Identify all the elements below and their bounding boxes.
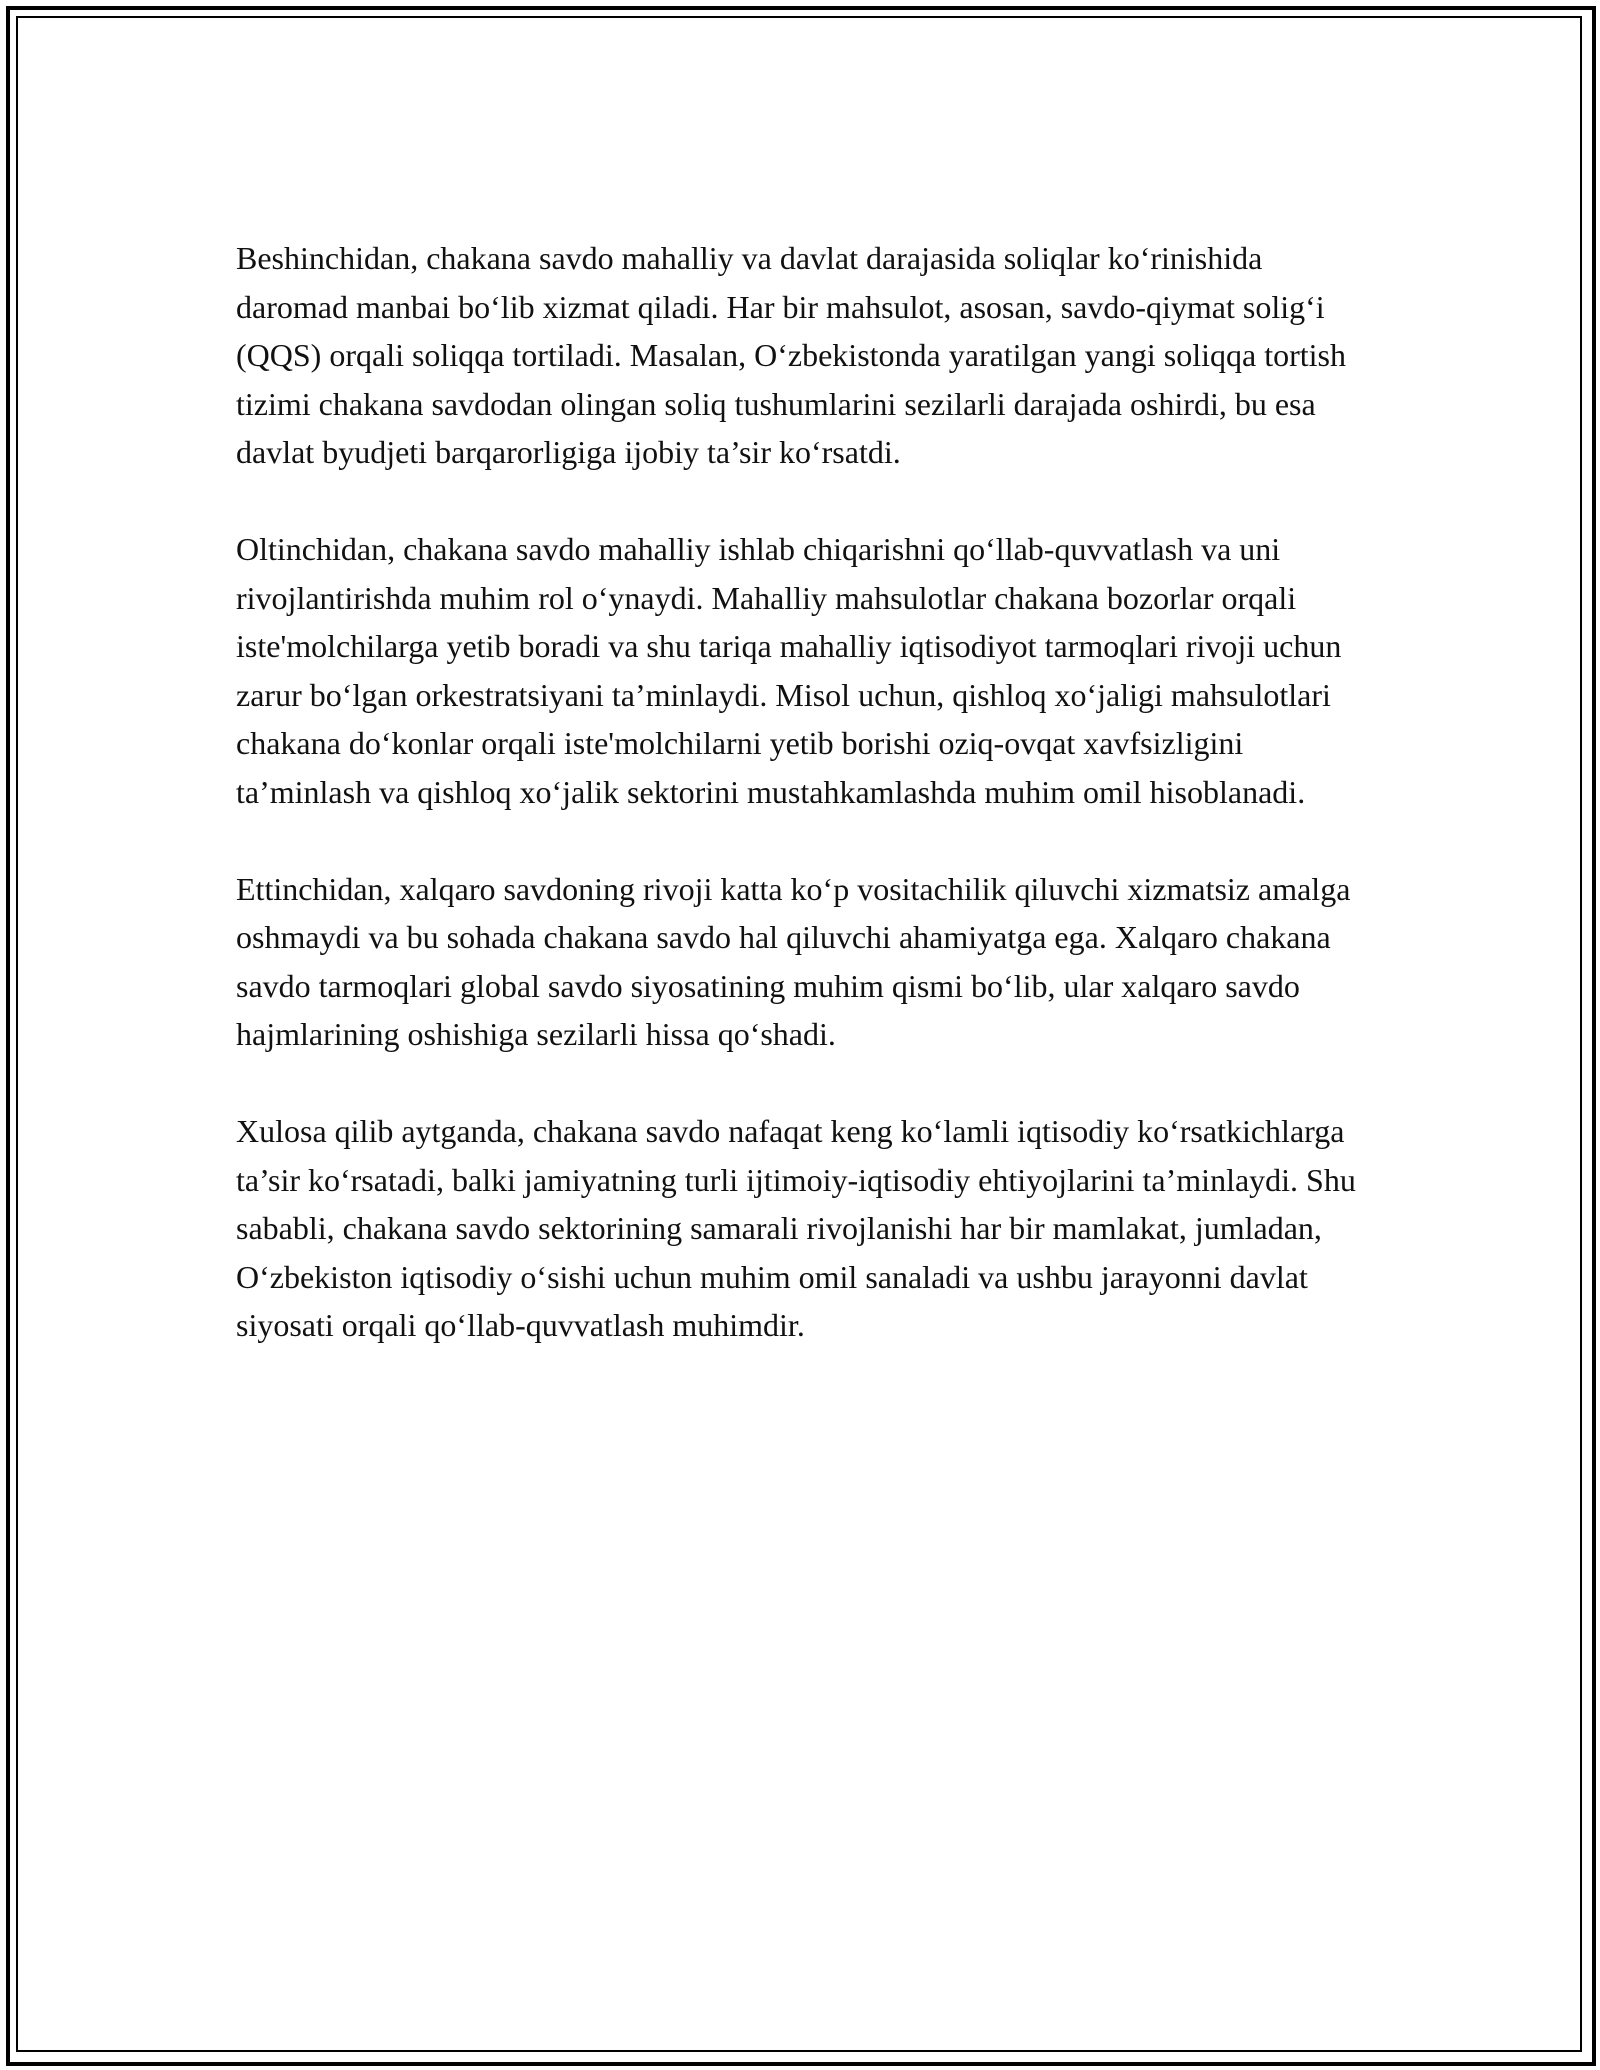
paragraph-xulosa: Xulosa qilib aytganda, chakana savdo nafaqat keng ko‘lamli iqtisodiy ko‘rsatkichlarga ta’sir ko‘rsatadi, balki jamiyatning turli ijtimoiy-iqtisodiy ehtiyojlarini ta’minlaydi. Shu sababli, chakana savdo sektorining samarali rivojlanishi har bir mamlakat, jumladan, O‘zbekiston iqtisodiy o‘sishi uchun muhim omil sanaladi va ushbu jarayonni davlat siyosati orqali qo‘llab-quvvatlash muhimdir. [236,1113,1356,1343]
paragraph-oltinchidan: Oltinchidan, chakana savdo mahalliy ishlab chiqarishni qo‘llab-quvvatlash va uni rivojlantirishda muhim rol o‘ynaydi. Mahalliy mahsulotlar chakana bozorlar orqali iste'molchilarga yetib boradi va shu tariqa mahalliy iqtisodiyot tarmoqlari rivoji uchun zarur bo‘lgan orkestratsiyani ta’minlaydi. Misol uchun, qishloq xo‘jaligi mahsulotlari chakana do‘konlar orqali iste'molchilarni yetib borishi oziq-ovqat xavfsizligini ta’minlash va qishloq xo‘jalik sektorini mustahkamlashda muhim omil hisoblanadi. [236,531,1342,810]
paragraph-beshinchidan: Beshinchidan, chakana savdo mahalliy va davlat darajasida soliqlar ko‘rinishida daromad manbai bo‘lib xizmat qiladi. Har bir mahsulot, asosan, savdo-qiymat solig‘i (QQS) orqali soliqqa tortiladi. Masalan, O‘zbekistonda yaratilgan yangi soliqqa tortish tizimi chakana savdodan olingan soliq tushumlarini sezilarli darajada oshirdi, bu esa davlat byudjeti barqarorligiga ijobiy ta’sir ko‘rsatdi. [236,240,1346,470]
document-body [236,234,1366,1398]
paragraph-ettinchidan: Ettinchidan, xalqaro savdoning rivoji katta ko‘p vositachilik qiluvchi xizmatsiz amalga oshmaydi va bu sohada chakana savdo hal qiluvchi ahamiyatga ega. Xalqaro chakana savdo tarmoqlari global savdo siyosatining muhim qismi bo‘lib, ular xalqaro savdo hajmlarining oshishiga sezilarli hissa qo‘shadi. [236,870,1351,1052]
